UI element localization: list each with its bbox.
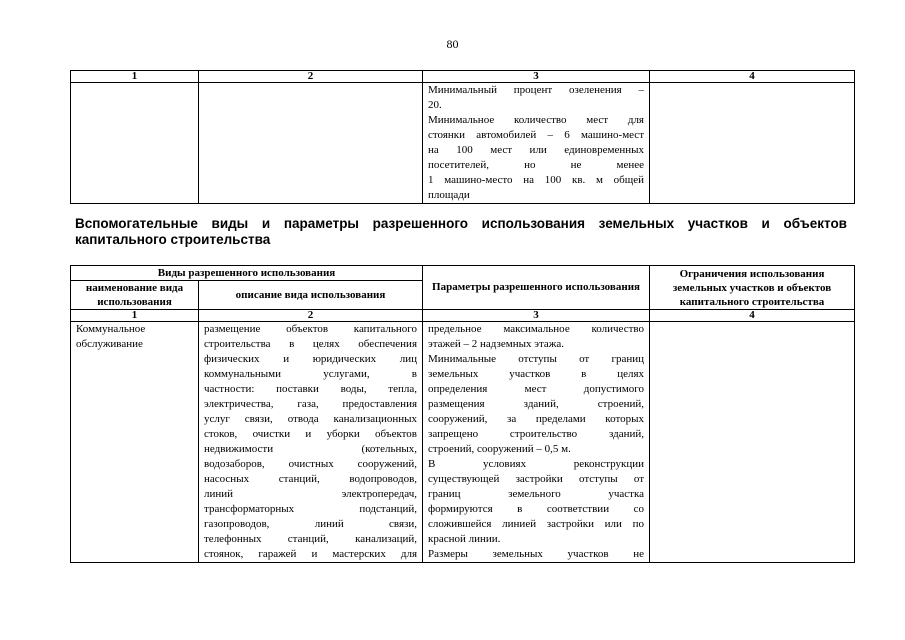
text-line: границ земельного участка bbox=[428, 488, 645, 500]
text-line: 20. bbox=[428, 99, 442, 111]
cell-parameters bbox=[423, 322, 650, 563]
text-line: этажей – 2 надземных этажа. bbox=[428, 338, 565, 350]
text-line: телефонных станций, канализаций, bbox=[204, 533, 418, 545]
continuation-table bbox=[70, 70, 855, 204]
cell-name bbox=[71, 83, 199, 204]
text-line: площади bbox=[428, 189, 470, 201]
col-number: 2 bbox=[199, 71, 423, 83]
col-number: 4 bbox=[650, 310, 855, 322]
text-line: существующей застройки отступы от bbox=[428, 473, 645, 485]
header-parameters: Параметры разрешенного использования bbox=[423, 266, 650, 310]
cell-use-name: Коммунальное обслуживание bbox=[71, 322, 199, 563]
col-number: 3 bbox=[423, 71, 650, 83]
text-line: стоков, очистки и уборки объектов bbox=[204, 428, 418, 440]
auxiliary-uses-table bbox=[70, 265, 855, 563]
cell-parameters bbox=[423, 83, 650, 204]
table-row bbox=[71, 322, 855, 563]
text-line: сложившейся линией застройки или по bbox=[428, 518, 645, 530]
text-line: посетителей, но не менее bbox=[428, 159, 644, 171]
page-number: 80 bbox=[446, 37, 459, 51]
heading-line: капитального строительства bbox=[75, 232, 271, 247]
col-number: 3 bbox=[423, 310, 650, 322]
text-line: 1 машино-место на 100 кв. м общей bbox=[428, 174, 644, 186]
table-row bbox=[71, 83, 855, 204]
header-use-description: описание вида использования bbox=[199, 281, 423, 310]
text-line: недвижимости (котельных, bbox=[204, 443, 418, 455]
text-line: физических и юридических лиц bbox=[204, 353, 418, 365]
column-numbers-row bbox=[71, 310, 855, 322]
header-row bbox=[71, 266, 855, 281]
text-line: на 100 мест или единовременных bbox=[428, 144, 644, 156]
text-line: сооружений, за пределами которых bbox=[428, 413, 645, 425]
text-line: размещения зданий, строений, bbox=[428, 398, 645, 410]
text-line: Минимальный процент озеленения – bbox=[428, 84, 644, 96]
text-line: строений, сооружений – 0,5 м. bbox=[428, 443, 571, 455]
text-line: электричества, газа, предоставления bbox=[204, 398, 418, 410]
text-line: определения мест допустимого bbox=[428, 383, 645, 395]
text-line: трансформаторных подстанций, bbox=[204, 503, 418, 515]
cell-description bbox=[199, 83, 423, 204]
text-line: услуг связи, отвода канализационных bbox=[204, 413, 418, 425]
text-line: коммунальными услугами, в bbox=[204, 368, 418, 380]
text-line: Минимальные отступы от границ bbox=[428, 353, 645, 365]
col-number: 4 bbox=[650, 71, 855, 83]
text-line: Размеры земельных участков не bbox=[428, 548, 645, 560]
header-use-name: наименование вида использования bbox=[71, 281, 199, 310]
text-line: формируются в соответствии со bbox=[428, 503, 645, 515]
text-line: предельное максимальное количество bbox=[428, 323, 645, 335]
text-line: размещение объектов капитального bbox=[204, 323, 418, 335]
cell-limits bbox=[650, 322, 855, 563]
text-line: строительства в целях обеспечения bbox=[204, 338, 418, 350]
text-line: газопроводов, линий связи, bbox=[204, 518, 418, 530]
heading-line: Вспомогательные виды и параметры разрешенного использования земельных участков и объектов bbox=[75, 216, 847, 231]
text-line: красной линии. bbox=[428, 533, 501, 545]
text-line: насосных станций, водопроводов, bbox=[204, 473, 418, 485]
column-numbers-row bbox=[71, 71, 855, 83]
text-line: стоянки автомобилей – 6 машино-мест bbox=[428, 129, 644, 141]
col-number: 1 bbox=[71, 310, 199, 322]
text-line: водозаборов, очистных сооружений, bbox=[204, 458, 418, 470]
cell-limits bbox=[650, 83, 855, 204]
col-number: 2 bbox=[199, 310, 423, 322]
header-limits: Ограничения использования земельных участков и объектов капитального строительства bbox=[650, 266, 855, 310]
text-line: стоянок, гаражей и мастерских для bbox=[204, 548, 418, 560]
text-line: частности: поставки воды, тепла, bbox=[204, 383, 418, 395]
text-line: запрещено строительство зданий, bbox=[428, 428, 645, 440]
section-heading bbox=[75, 216, 847, 248]
text-line: линий электропередач, bbox=[204, 488, 418, 500]
text-line: В условиях реконструкции bbox=[428, 458, 645, 470]
text-line: Минимальное количество мест для bbox=[428, 114, 644, 126]
header-group-uses: Виды разрешенного использования bbox=[71, 266, 423, 281]
col-number: 1 bbox=[71, 71, 199, 83]
text-line: земельных участков в целях bbox=[428, 368, 645, 380]
cell-use-description bbox=[199, 322, 423, 563]
